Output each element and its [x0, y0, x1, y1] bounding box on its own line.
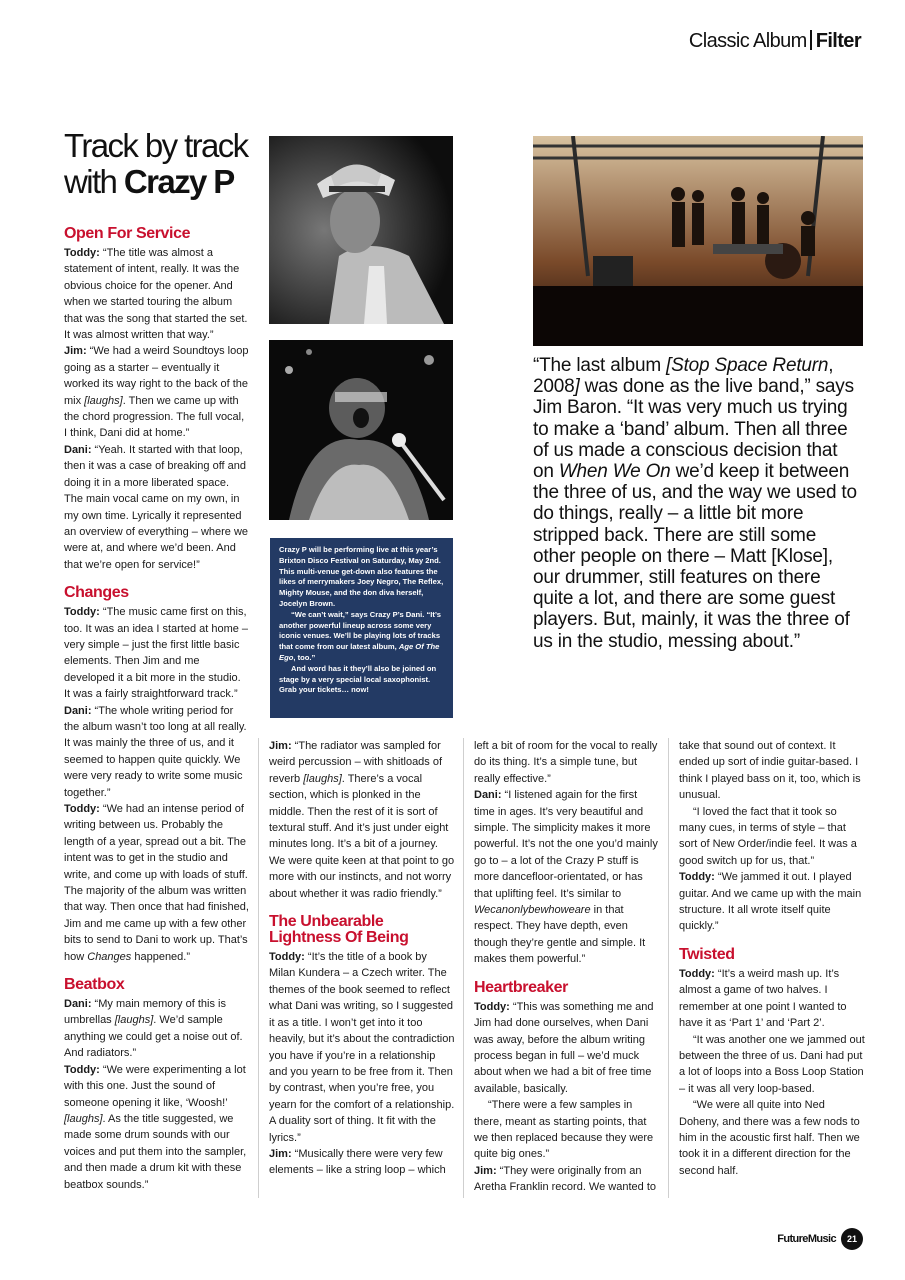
- paragraph: [64, 343, 249, 441]
- text: Toddy:: [269, 951, 305, 964]
- text: “We can’t wait,” says Crazy P’s Dani. “It’s another powerful lineup across some very iconic venues. We’ll be playing lots of tracks that come from our latest album,: [279, 609, 441, 652]
- track-heading-twisted: Twisted: [679, 945, 735, 963]
- text: Dani:: [64, 998, 92, 1011]
- paragraph: [64, 996, 249, 1062]
- text: in that respect. They have depth, even though they’re gentle and simple. It makes them powerful.”: [474, 904, 646, 966]
- text: “Musically there were very few elements – like a string loop – which: [269, 1147, 446, 1177]
- photo-live-band: [533, 136, 863, 346]
- text: . As the title suggested, we made some drum sounds with our voices and put them into the sampler, and then made a drum kit with these beatbox sounds.”: [64, 1112, 247, 1191]
- text: “It’s a weird mash up. It’s almost a game of two halves. I remember at one point I wanted to have it as ‘Part 1’ and ‘Part 2’.: [679, 967, 847, 1030]
- column-2: [269, 738, 455, 1179]
- text: [laughs]: [64, 1112, 103, 1125]
- track-heading-open-for-service: Open For Service: [64, 225, 191, 242]
- text: [Stop Space Return: [666, 355, 829, 376]
- text: Toddy:: [64, 803, 100, 815]
- section-label: Classic Album: [688, 30, 807, 52]
- text: . We’d sample anything we could get a noise out of. And radiators.”: [64, 1014, 243, 1060]
- text: “I listened again for the first time in ages. It’s very beautiful and simple. The simplicity makes it more powerful. It’s not the one you’d mainly go to – a lot of the Crazy P stuff is more dancefloor-orientated, or has that uplifting feel. It’s similar to: [474, 789, 658, 900]
- text: Toddy:: [64, 247, 100, 259]
- text: was done as the live band,” says Jim Baron. “It was very much us trying to make a ‘band’ album. Then all three of us made a conscious decision that on: [533, 376, 854, 483]
- text: Dani:: [64, 704, 92, 717]
- track-heading-changes: Changes: [64, 584, 129, 602]
- info-paragraph-2: [279, 610, 444, 664]
- magazine-brand: FutureMusic: [777, 1233, 836, 1245]
- text: Jim:: [269, 1147, 292, 1160]
- text: Changes: [87, 950, 132, 963]
- text: Wecanonlybewhoweare: [474, 904, 591, 917]
- text: “They were originally from an Aretha Franklin record. We wanted to: [474, 1164, 656, 1194]
- text: Toddy:: [64, 1063, 100, 1076]
- paragraph: [64, 801, 249, 965]
- text: Toddy:: [64, 606, 100, 619]
- text: When We On: [558, 461, 671, 483]
- column-divider: [668, 738, 669, 1198]
- track-heading-unbearable-lightness: The Unbearable Lightness Of Being: [269, 913, 409, 947]
- page-number: 21: [841, 1228, 863, 1250]
- text: “The last album: [533, 355, 667, 376]
- text: Toddy:: [679, 871, 715, 884]
- column-divider: [258, 738, 259, 1198]
- text: , too.”: [293, 652, 316, 662]
- paragraph: “It was another one we jammed out between the three of us. Dani had put a lot of loops into a Boss Loop Station – it was all very loop-based.: [679, 1033, 865, 1095]
- text: . There’s a vocal section, which is plonked in the middle. Then the rest of it is sort of textural stuff. And it’s just under eight minutes long. It’s a bit of a journey. We were quite keen at that point to go more with our instincts, and not worry about whether it was radio friendly.”: [269, 772, 455, 900]
- paragraph: [64, 442, 249, 573]
- text: [laughs]: [114, 1014, 154, 1027]
- paragraph: [474, 1163, 660, 1196]
- text: “We were experimenting a lot with this one. Just the sound of someone opening it like, ‘Woosh!’: [64, 1063, 246, 1109]
- paragraph: [64, 604, 249, 702]
- paragraph: [679, 966, 865, 1032]
- paragraph: [679, 869, 865, 935]
- text: Dani:: [474, 789, 502, 802]
- info-paragraph-1: Crazy P will be performing live at this year’s Brixton Disco Festival on Saturday, May 2nd. This multi-venue get-down also features the likes of merrymakers Joey Negro, The Reflex, Mighty Mouse, and the don diva herself, Jocelyn Brown.: [279, 545, 444, 608]
- article-title: [64, 128, 264, 200]
- paragraph: [64, 703, 249, 801]
- text: Dani:: [64, 443, 92, 456]
- text: Toddy:: [474, 1000, 510, 1013]
- paragraph: [474, 787, 660, 967]
- column-3: [474, 738, 660, 1196]
- paragraph: “We were all quite into Ned Doheny, and there was a few nods to him in the acoustic first half. Then we took it in a different direction for the second half.: [679, 1099, 860, 1177]
- paragraph: [269, 738, 455, 902]
- text: Jim:: [64, 345, 87, 358]
- text: we’d keep it between the three of us, and the way we used to do things, really – a little bit more stripped back. There are still some other people on there – Matt [Klose], our drummer, still features on there quite a lot, and there are some guest players. But, mainly, it was the three of us in the studio, messing about.”: [533, 461, 857, 652]
- column-4: [679, 738, 865, 1179]
- title-line1: Track by track: [64, 127, 248, 164]
- section-header: [689, 30, 861, 53]
- title-line2: with: [64, 163, 124, 200]
- paragraph: take that sound out of context. It ended up sort of indie guitar-based. I think I played bass on it, too, which is unusual.: [679, 740, 861, 802]
- text: ]: [574, 376, 580, 398]
- paragraph: “I loved the fact that it took so many cues, in terms of style – that sort of New Order/indie feel. It was a good switch up for us, that.”: [679, 805, 857, 867]
- text: “We jammed it out. I played guitar. And we came up with the main structure. It all wrote itself quite quickly.”: [679, 871, 862, 933]
- text: “The music came first on this, too. It was an idea I started at home – very simple – just the first little basic elements. Then Jim and me developed it a bit more in the studio. It was a fairly straightforward track.”: [64, 606, 249, 701]
- paragraph: [269, 1146, 455, 1179]
- text: Toddy:: [679, 967, 715, 980]
- text: “The title was almost a statement of intent, really. It was the obvious choice for the opener. And when we started touring the album that was the song that started the set. It was almost written that way.”: [64, 247, 248, 342]
- text: [laughs]: [84, 394, 123, 407]
- info-paragraph-3: And word has it they’ll also be joined on stage by a very special local saxophonist. Grab your tickets… now!: [279, 663, 437, 695]
- text: happened.”: [131, 950, 191, 963]
- text: Jim:: [269, 740, 292, 752]
- section-tag: Filter: [815, 30, 861, 52]
- column-divider: [463, 738, 464, 1198]
- text: “We had an intense period of writing between us. Probably the length of a year, spread out a bit. The intent was to get in the studio and write, and come up with loads of stuff. The majority of the album was written that way. Then once that had finished, Jim and me came up with a few other bits to send to Dani to work up. That’s how: [64, 803, 249, 963]
- paragraph: [64, 1062, 249, 1193]
- text: “My main memory of this is umbrellas: [64, 998, 226, 1027]
- paragraph: [269, 949, 455, 1146]
- paragraph: [64, 245, 249, 343]
- gig-info-box: [270, 538, 453, 718]
- text: “We had a weird Soundtoys loop going as a starter – eventually it worked its way right to the back of the mix: [64, 345, 249, 407]
- text: “It’s the title of a book by Milan Kundera – a Czech writer. The themes of the book seemed to reflect what Dani was writing, so I suggested it as a title. I won’t get into it too heavily, but it’s about the contradiction you have if you’re in a relationship and you yearn to be free from it. Then by contrast, when you’re free, you yearn for the comfort of a relationship. A duality sort of thing. It fit with the lyrics.”: [269, 951, 455, 1144]
- photo-toddy: [269, 136, 453, 324]
- photo-dani-singing: [269, 340, 453, 520]
- title-band-name: Crazy P: [123, 163, 234, 200]
- page-footer: [777, 1228, 863, 1250]
- column-1: [64, 222, 249, 1193]
- text: “The radiator was sampled for weird percussion – with shitloads of reverb: [269, 740, 443, 785]
- text: [laughs]: [303, 772, 342, 785]
- track-heading-heartbreaker: Heartbreaker: [474, 978, 568, 996]
- text: Jim:: [474, 1164, 497, 1177]
- album-title: Age Of The Ego: [279, 642, 440, 662]
- track-heading-beatbox: Beatbox: [64, 976, 125, 994]
- text: , 2008: [533, 355, 834, 398]
- paragraph: “There were a few samples in there, meant as starting points, that we then replaced because they were quite big ones.”: [474, 1099, 654, 1161]
- text: “This was something me and Jim had done ourselves, when Dani was away, before the album writing process began in full – we’d muck about when we had a bit of free time available, basically.: [474, 1000, 654, 1095]
- paragraph: left a bit of room for the vocal to really do its thing. It’s a simple tune, but really effective.”: [474, 740, 658, 785]
- text: “The whole writing period for the album wasn’t too long at all really. It was mainly the three of us, and it seemed to happen quite quickly. We were very ready to write some music together.”: [64, 704, 247, 799]
- text: “Yeah. It started with that loop, then it was a case of breaking off and doing it in a more liberated space. The main vocal came on my own, in my own time. Lyrically it represented an overview of everything – where we were at, and where we’d been. And that we’re open for service!”: [64, 443, 249, 571]
- header-divider: [810, 30, 812, 50]
- text: . Then we came up with the chord progression. The full vocal, I think, Dani did at home.”: [64, 394, 245, 440]
- paragraph: [474, 999, 660, 1097]
- pull-quote: [533, 355, 863, 652]
